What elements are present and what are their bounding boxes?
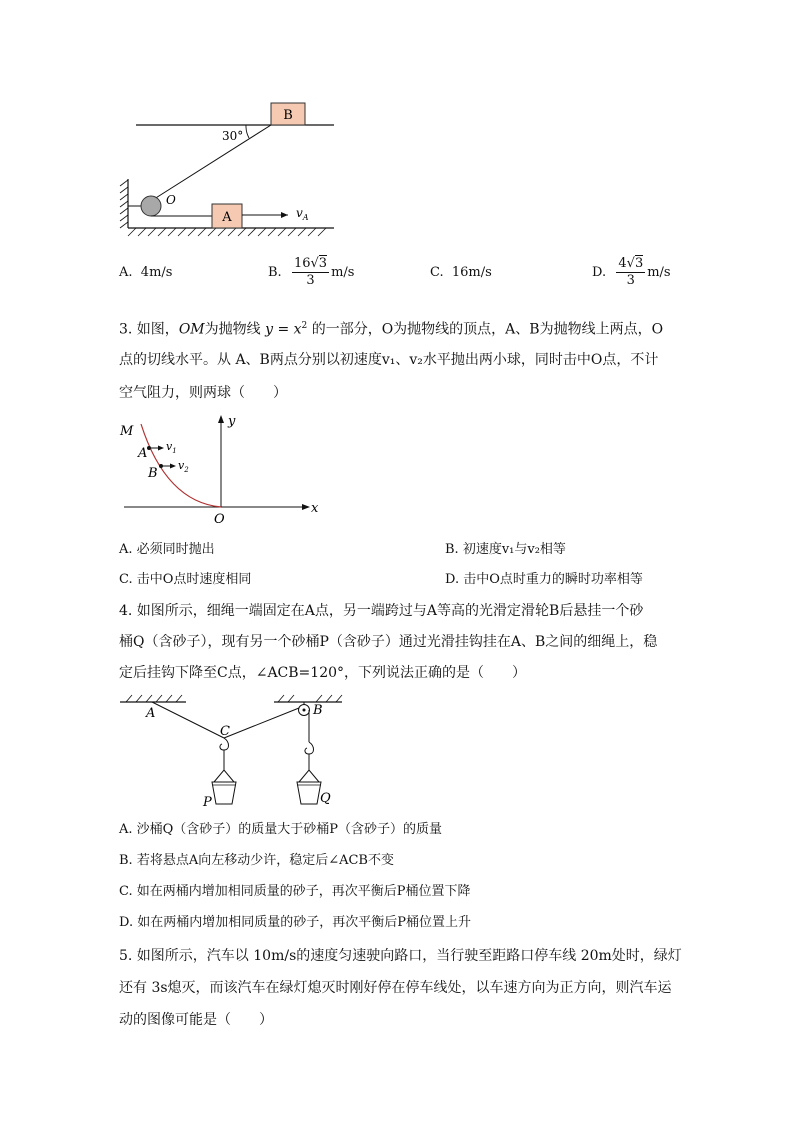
denominator: 3 <box>306 273 315 288</box>
v2-label: $v_2$ <box>178 459 189 474</box>
option-label: C. <box>430 265 444 280</box>
q4-line-3: 定后挂钩下降至C点，∠ACB=120°，下列说法正确的是（ ） <box>119 665 527 681</box>
v2-arrowhead <box>170 464 176 469</box>
option-text: 4m/s <box>140 265 173 280</box>
box-a-label: A <box>222 210 232 225</box>
angle-label: 30° <box>222 129 244 143</box>
point-c-label: C <box>220 724 230 739</box>
q3-option-d: D. 击中O点时重力的瞬时功率相等 <box>445 572 643 587</box>
bucket-q-label: Q <box>320 791 331 806</box>
pulley-label: O <box>166 193 176 207</box>
option-label: B. <box>268 265 282 280</box>
v1-label: $v_1$ <box>166 440 177 455</box>
point-m-label: M <box>120 424 134 439</box>
rope-cb <box>224 708 299 738</box>
velocity-label: $v_A$ <box>296 206 309 222</box>
q4-option-a: A. 沙桶Q（含砂子）的质量大于砂桶P（含砂子）的质量 <box>119 822 443 837</box>
angle-arc <box>246 125 249 138</box>
hanging-buckets-figure <box>116 690 348 812</box>
point-a-label: A <box>146 706 156 721</box>
denominator: 3 <box>626 273 635 288</box>
hook-q <box>305 742 314 754</box>
radicand: 3 <box>318 256 328 271</box>
option-unit: m/s <box>331 265 355 280</box>
q4-option-c: C. 如在两桶内增加相同质量的砂子，再次平衡后P桶位置下降 <box>119 884 471 899</box>
pulley-o <box>141 196 161 216</box>
q2-option-a <box>119 264 172 282</box>
q3-rest: 的一部分，O为抛物线的顶点，A、B为抛物线上两点，O <box>311 321 664 338</box>
fraction <box>616 256 645 289</box>
rope-ob <box>151 125 271 201</box>
v1-arrowhead <box>158 446 164 451</box>
q3-mid: 为抛物线 <box>204 321 261 338</box>
numerator-coef: 16 <box>293 256 311 271</box>
q3-line-3: 空气阻力，则两球（ ） <box>119 385 287 401</box>
q2-option-d <box>592 256 671 289</box>
q5-line-1: 5. 如图所示，汽车以 10m/s的速度匀速驶向路口，当行驶至距路口停车线 20m处时，绿灯 <box>119 948 682 964</box>
sqrt-symbol: √ <box>626 256 635 271</box>
q3-option-b: B. 初速度v₁与v₂相等 <box>445 542 566 557</box>
velocity-arrowhead <box>281 212 288 218</box>
wall-hatch <box>120 180 128 228</box>
pulley-b-center <box>303 709 306 712</box>
origin-label: O <box>214 512 225 527</box>
left-ceiling-hatch <box>126 695 182 702</box>
x-axis-label: x <box>311 501 319 516</box>
q4-option-d: D. 如在两桶内增加相同质量的砂子，再次平衡后P桶位置上升 <box>119 915 471 930</box>
q2-option-c <box>430 264 492 282</box>
rope-ac <box>152 702 224 738</box>
hook-c <box>220 738 229 750</box>
q4-line-1: 4. 如图所示，细绳一端固定在A点，另一端跨过与A等高的光滑定滑轮B后悬挂一个砂 <box>119 603 644 619</box>
bucket-p-label: P <box>203 795 212 810</box>
x-axis-arrow <box>302 504 310 510</box>
q4-option-b: B. 若将悬点A向左移动少许，稳定后∠ACB不变 <box>119 853 394 868</box>
q3-line-1 <box>119 316 663 340</box>
bucket-q-handle <box>299 770 319 782</box>
q3-option-a: A. 必须同时抛出 <box>119 542 215 557</box>
option-label: A. <box>119 265 133 280</box>
numerator-coef: 4 <box>618 256 627 271</box>
q3-option-c: C. 击中O点时速度相同 <box>119 572 252 587</box>
q5-line-2: 还有 3s熄灭，而该汽车在绿灯熄灭时刚好停在停车线处，以车速方向为正方向，则汽车运 <box>119 980 672 996</box>
q3-equation: y = x <box>265 321 302 338</box>
pulley-blocks-figure <box>118 96 348 242</box>
option-unit: m/s <box>647 265 671 280</box>
q3-om: OM <box>178 321 205 338</box>
option-text: 16m/s <box>451 265 492 280</box>
q4-line-2: 桶Q（含砂子），现有另一个砂桶P（含砂子）通过光滑挂钩挂在A、B之间的细绳上，稳 <box>119 634 658 650</box>
fraction <box>292 256 329 289</box>
floor-hatch <box>128 228 326 236</box>
parabola-figure <box>116 410 326 528</box>
q5-line-3: 动的图像可能是（ ） <box>119 1012 273 1028</box>
q3-equation-exp: 2 <box>301 321 308 331</box>
y-axis-label: y <box>228 414 236 429</box>
option-label: D. <box>592 265 607 280</box>
point-b-label: B <box>148 466 158 481</box>
y-axis-arrow <box>218 415 224 423</box>
sqrt-symbol: √ <box>310 256 319 271</box>
radicand: 3 <box>634 256 644 271</box>
point-a-label: A <box>138 446 148 461</box>
q2-option-b <box>268 256 354 289</box>
box-b-label: B <box>283 108 293 123</box>
point-b-label: B <box>313 703 323 718</box>
bucket-p-handle <box>214 770 234 782</box>
q3-prefix: 3. 如图， <box>119 321 179 338</box>
q3-line-2: 点的切线水平。从 A、B两点分别以初速度v₁、v₂水平抛出两小球，同时击中O点，不计 <box>119 352 659 368</box>
right-ceiling-hatch <box>278 695 342 702</box>
